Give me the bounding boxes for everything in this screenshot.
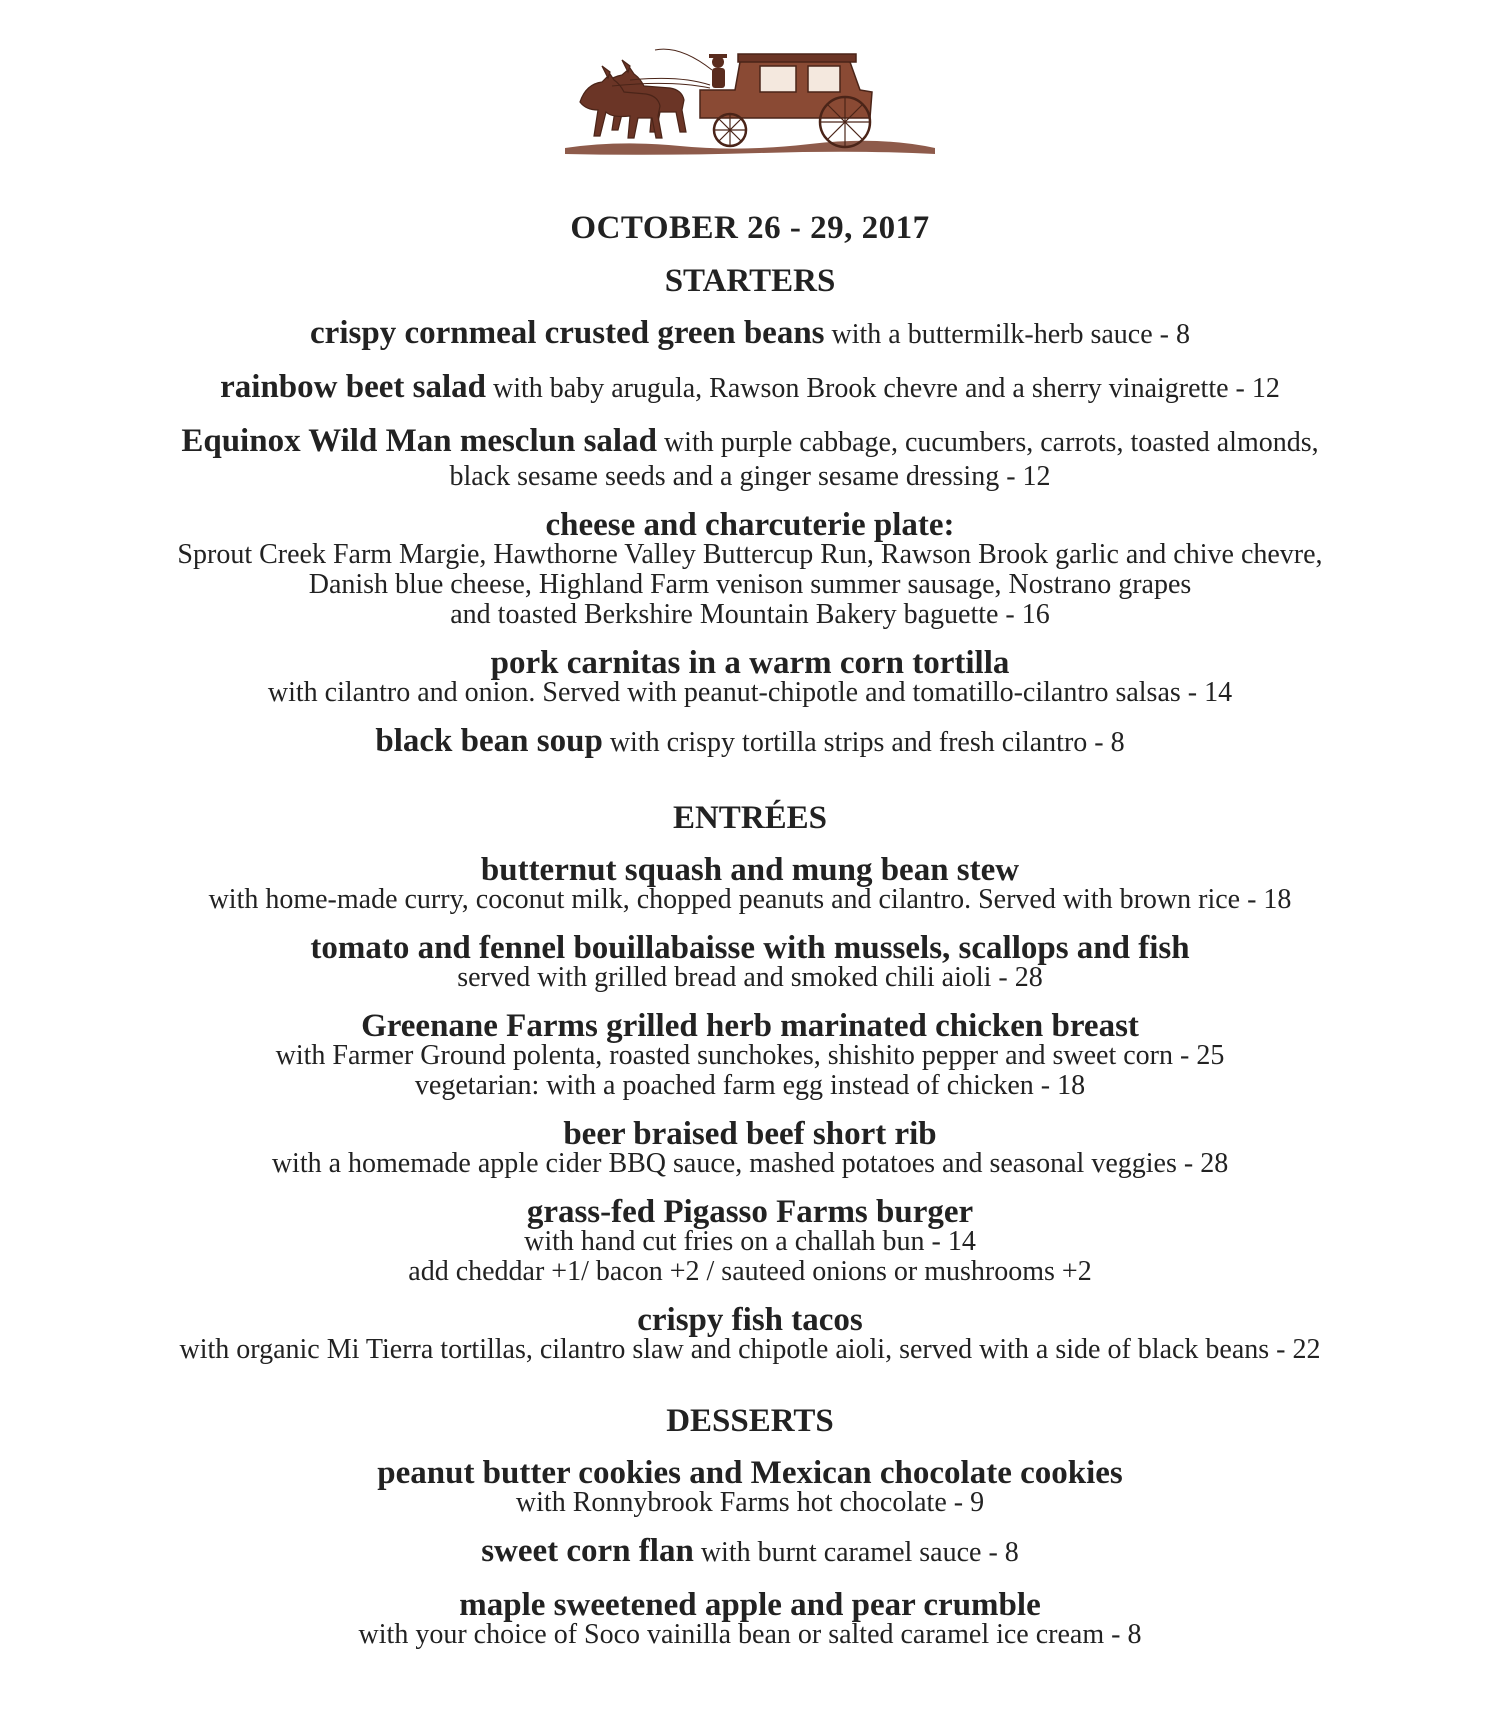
item-name: peanut butter cookies and Mexican chocolate cookies [377,1455,1123,1491]
item-name: rainbow beet salad [220,369,486,405]
item-desc-line: with home-made curry, coconut milk, chopped peanuts and cilantro. Served with brown rice - 18 [208,884,1292,915]
item-name: black bean soup [375,723,603,759]
section-title-entrees: ENTRÉES [672,800,828,836]
item-desc-line: with your choice of Soco vainilla bean or salted caramel ice cream - 8 [358,1619,1142,1650]
item-desc: with baby arugula, Rawson Brook chevre and a sherry vinaigrette - 12 [485,373,1280,404]
item-desc-line: Sprout Creek Farm Margie, Hawthorne Valley Buttercup Run, Rawson Brook garlic and chive chevre, [177,539,1323,570]
item-desc-line: vegetarian: with a poached farm egg instead of chicken - 18 [414,1070,1086,1101]
item-name: Equinox Wild Man mesclun salad [181,423,657,459]
item-desc: with crispy tortilla strips and fresh cilantro - 8 [602,727,1125,758]
item-desc-line: and toasted Berkshire Mountain Bakery baguette - 16 [450,599,1050,630]
item-name: crispy fish tacos [637,1302,863,1338]
item-desc-line: with hand cut fries on a challah bun - 14 [524,1226,976,1257]
item-desc-line: with Ronnybrook Farms hot chocolate - 9 [515,1487,985,1518]
item-name: grass-fed Pigasso Farms burger [526,1194,974,1230]
menu-item [50,1302,1450,1365]
item-desc: with purple cabbage, cucumbers, carrots, toasted almonds, [656,427,1319,458]
menu-item [50,1194,1450,1287]
menu-item [50,1008,1450,1101]
item-name: butternut squash and mung bean stew [480,852,1020,888]
menu-item [50,369,1450,408]
section-title-desserts: DESSERTS [666,1403,834,1439]
menu-item [50,315,1450,354]
menu-item [50,423,1450,492]
item-name: maple sweetened apple and pear crumble [459,1587,1041,1623]
menu-item [50,645,1450,708]
item-desc: with burnt caramel sauce - 8 [693,1537,1019,1568]
item-desc-line: black sesame seeds and a ginger sesame dressing - 12 [449,461,1051,492]
menu-content [50,210,1450,1668]
item-desc-line: with a homemade apple cider BBQ sauce, mashed potatoes and seasonal veggies - 28 [271,1148,1229,1179]
item-name: pork carnitas in a warm corn tortilla [490,645,1010,681]
item-desc-line: with cilantro and onion. Served with peanut-chipotle and tomatillo-cilantro salsas - 14 [267,677,1233,708]
item-name: tomato and fennel bouillabaisse with mussels, scallops and fish [310,930,1190,966]
item-name: beer braised beef short rib [563,1116,937,1152]
menu-date: OCTOBER 26 - 29, 2017 [570,210,930,246]
item-desc-line: add cheddar +1/ bacon +2 / sauteed onions or mushrooms +2 [408,1256,1092,1287]
item-desc: with a buttermilk-herb sauce - 8 [824,319,1190,350]
menu-item [50,852,1450,915]
menu-item [50,1116,1450,1179]
stagecoach-icon [560,40,940,160]
menu-item [50,1587,1450,1650]
item-name: Greenane Farms grilled herb marinated chicken breast [361,1008,1139,1044]
section-title-starters: STARTERS [664,263,836,299]
menu-item [50,1455,1450,1518]
item-desc-line: Danish blue cheese, Highland Farm venison summer sausage, Nostrano grapes [308,569,1192,600]
item-desc-line: with Farmer Ground polenta, roasted sunchokes, shishito pepper and sweet corn - 25 [275,1040,1225,1071]
item-name: crispy cornmeal crusted green beans [310,315,825,351]
menu-item [50,507,1450,630]
item-desc-line: served with grilled bread and smoked chili aioli - 28 [457,962,1043,993]
menu-item [50,930,1450,993]
item-name: sweet corn flan [481,1533,694,1569]
item-desc-line: with organic Mi Tierra tortillas, cilantro slaw and chipotle aioli, served with a side of black beans - 22 [179,1334,1321,1365]
menu-item [50,1533,1450,1572]
menu-item [50,723,1450,762]
item-name: cheese and charcuterie plate: [545,507,955,543]
